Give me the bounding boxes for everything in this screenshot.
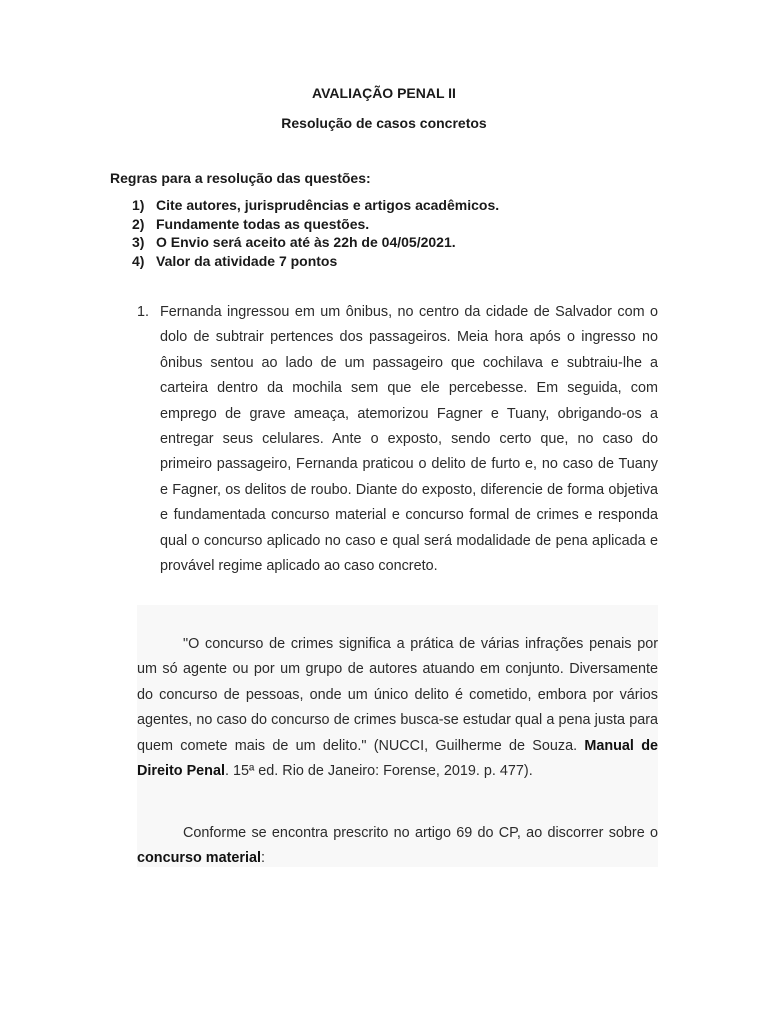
rule-number: 2) xyxy=(132,215,145,232)
rule-number: 3) xyxy=(132,234,145,250)
document-subtitle: Resolução de casos concretos xyxy=(281,115,487,131)
article-text: Conforme se encontra prescrito no artigo 69 do CP, ao discorrer sobre o xyxy=(183,825,658,841)
question-1 xyxy=(137,300,658,579)
quote-text: "O concurso de crimes significa a prática de várias infrações penais por um só agente ou por um grupo de autores atuando em conjunto. Diversamente do concurso de pessoas, onde um único delito é cometido, embora por vários agentes, no caso do concurso de crimes busca-se estudar qual a pena justa para quem comete mais de um delito." (NUCCI, Guilherme de Souza. xyxy=(137,636,658,754)
concurso-material-term: concurso material xyxy=(137,850,261,867)
document-title: AVALIAÇÃO PENAL II xyxy=(312,85,456,101)
book-title: Manual de Direito Penal xyxy=(137,737,658,780)
rule-item xyxy=(132,215,499,234)
article-text-end: : xyxy=(260,850,265,867)
citation-tail: . 15ª ed. Rio de Janeiro: Forense, 2019. p. 477). xyxy=(224,763,533,780)
rule-item xyxy=(132,252,499,271)
question-text: Fernanda ingressou em um ônibus, no centro da cidade de Salvador com o dolo de subtrair pertences dos passageiros. Meia hora após o ingresso no ônibus sentou ao lado de um passageiro que cochilava e subtraiu-lhe a carteira dentro da mochila sem que ele percebesse. Em seguida, com emprego de grave ameaça, atemorizou Fagner e Tuany, obrigando-os a entregar seus celulares. Ante o exposto, sendo certo que, no caso do primeiro passageiro, Fernanda praticou o delito de furto e, no caso de Tuany e Fagner, os delitos de roubo. Diante do exposto, diferencie de forma objetiva e fundamentada concurso material e concurso formal de crimes e responda qual o concurso aplicado no caso e qual será modalidade de pena aplicada e provável regime aplicado ao caso concreto. xyxy=(160,304,658,575)
question-number: 1. xyxy=(137,304,150,320)
answer-section xyxy=(137,605,658,867)
answer-paragraph-quote xyxy=(137,632,658,784)
rule-text: Valor da atividade 7 pontos xyxy=(156,252,338,269)
rule-text: Cite autores, jurisprudências e artigos acadêmicos. xyxy=(156,197,500,213)
rule-item xyxy=(132,196,499,215)
rule-text: Fundamente todas as questões. xyxy=(156,215,370,232)
rule-number: 1) xyxy=(132,197,145,213)
answer-paragraph-article xyxy=(137,821,658,872)
rule-text: O Envio será aceito até às 22h de 04/05/2021. xyxy=(156,234,456,250)
rule-item xyxy=(132,233,499,252)
rules-heading: Regras para a resolução das questões: xyxy=(110,170,371,186)
rules-list xyxy=(132,196,499,270)
rule-number: 4) xyxy=(132,252,145,269)
